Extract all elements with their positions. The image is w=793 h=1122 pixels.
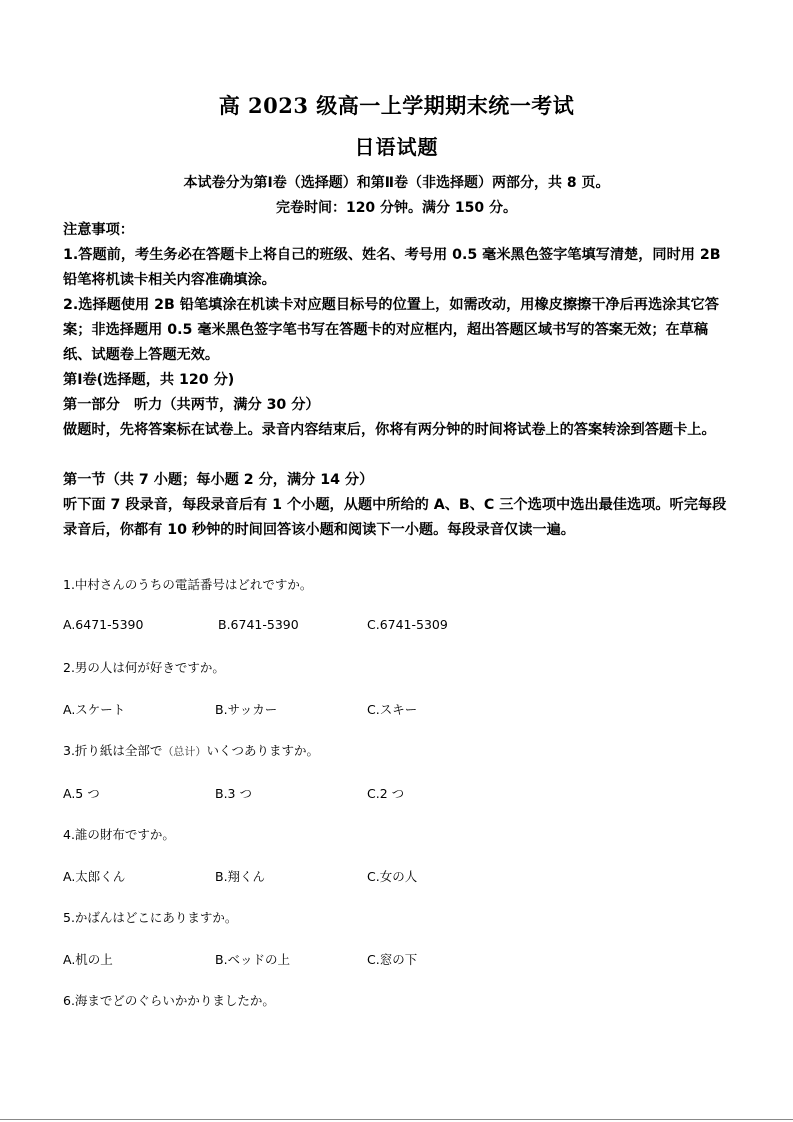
part-1-heading: 第一部分 听力（共两节，满分 30 分）: [63, 397, 320, 413]
question-1-option-a: A.6471-5390: [63, 617, 144, 632]
question-3: [63, 741, 319, 759]
notes-item-2: 2.选择题使用 2B 铅笔填涂在机读卡对应题目标号的位置上，如需改动，用橡皮擦擦干净后再选涂其它答案；非选择题用 0.5 毫米黑色签字笔书写在答题卡的对应框内，超出答题区域书写的答案无效；在草稿纸、试题卷上答题无效。: [63, 297, 719, 363]
exam-structure-info: 本试卷分为第Ⅰ卷（选择题）和第Ⅱ卷（非选择题）两部分，共 8 页。: [183, 175, 610, 191]
question-6: 6.海までどのぐらいかかりましたか。: [63, 993, 275, 1008]
question-4: 4.誰の財布ですか。: [63, 827, 175, 842]
question-3-note: （总计）: [162, 745, 207, 758]
question-2-option-b: B.サッカー: [215, 702, 278, 717]
question-4-option-b: B.翔くん: [215, 869, 266, 884]
question-4-option-c: C.女の人: [367, 869, 418, 884]
exam-title: 高 2023 级高一上学期期末统一考试: [218, 93, 575, 118]
question-1-option-c: C.6741-5309: [367, 617, 448, 632]
question-3-text-end: いくつありますか。: [206, 743, 319, 758]
question-3-option-c: C.2 つ: [367, 786, 405, 801]
exam-time-info: 完卷时间：120 分钟。满分 150 分。: [275, 200, 518, 216]
question-3-text-start: 3.折り紙は全部で: [63, 743, 163, 758]
question-5-option-a: A.机の上: [63, 952, 113, 967]
question-5-option-c: C.窓の下: [367, 952, 418, 967]
question-2-option-a: A.スケート: [63, 702, 126, 717]
question-2: 2.男の人は何が好きですか。: [63, 660, 225, 675]
question-3-option-b: B.3 つ: [215, 786, 252, 801]
exam-subject: 日语试题: [354, 135, 439, 159]
question-5-option-b: B.ベッドの上: [215, 952, 291, 967]
section-1-instructions: 听下面 7 段录音，每段录音后有 1 个小题，从题中所给的 A、B、C 三个选项中选出最佳选项。听完每段录音后，你都有 10 秒钟的时间回答该小题和阅读下一小题。每段录音仅读一遍。: [63, 497, 727, 538]
question-5: 5.かばんはどこにありますか。: [63, 910, 238, 925]
question-1: 1.中村さんのうちの電話番号はどれですか。: [63, 577, 313, 592]
question-3-option-a: A.5 つ: [63, 786, 100, 801]
question-2-option-c: C.スキー: [367, 702, 418, 717]
page-bottom-rule: [0, 1119, 793, 1120]
notes-item-1: 1.答题前，考生务必在答题卡上将自己的班级、姓名、考号用 0.5 毫米黑色签字笔填写清楚，同时用 2B 铅笔将机读卡相关内容准确填涂。: [63, 247, 721, 288]
section-1-heading: 第一节（共 7 小题；每小题 2 分，满分 14 分）: [63, 472, 374, 488]
part-1-instructions: 做题时，先将答案标在试卷上。录音内容结束后，你将有两分钟的时间将试卷上的答案转涂到答题卡上。: [63, 422, 716, 438]
notes-heading: 注意事项：: [63, 222, 134, 238]
question-1-option-b: B.6741-5390: [218, 617, 299, 632]
question-4-option-a: A.太郎くん: [63, 869, 126, 884]
volume-1-heading: 第Ⅰ卷(选择题，共 120 分): [63, 372, 235, 388]
